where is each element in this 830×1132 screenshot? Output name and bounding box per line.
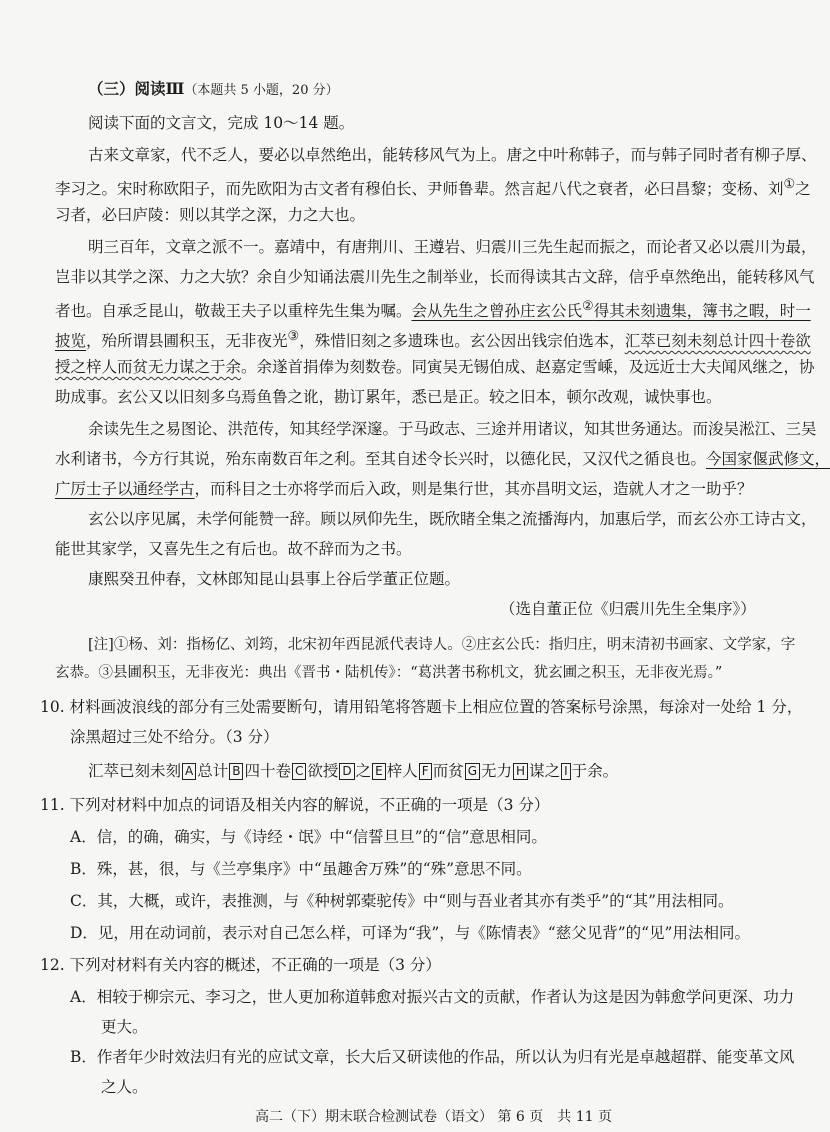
underlined-sentence-2: 今国家偃武修文， bbox=[706, 450, 830, 468]
note-marker: ① bbox=[783, 177, 796, 192]
note-line: [注]①杨、刘：指杨亿、刘筠，北宋初年西昆派代表诗人。②庄玄公氏：指归庄，明末清初书画家、文学家，字 bbox=[88, 637, 796, 653]
section-meta: （本题共 5 小题，20 分） bbox=[184, 83, 339, 98]
question-12-stem: 12. 下列对材料有关内容的概述，不正确的一项是（3 分） bbox=[40, 956, 441, 974]
passage-line: 岂非以其学之深、力之大欤？余自少知诵法震川先生之制举业，长而得读其古文辞，信乎卓然绝出，能转移风气 bbox=[55, 268, 815, 286]
question-12-option-b[interactable]: B．作者年少时效法归有光的应试文章，长大后又研读他的作品，所以认为归有光是卓越超群、能变革文风 bbox=[70, 1048, 795, 1066]
question-12-option-b-cont: 之人。 bbox=[101, 1078, 148, 1096]
break-option-b[interactable]: B bbox=[229, 763, 243, 780]
passage-line: 李习之。宋时称欧阳子，而先欧阳为古文者有穆伯长、尹师鲁辈。然言起八代之衰者，必曰昌黎；变杨、刘①之 bbox=[55, 177, 811, 199]
wavy-line-passage-end: 授之梓人而贫无力谋之于余 bbox=[55, 358, 242, 376]
passage-line: 能世其家学，又喜先生之有后也。故不辞而为之书。 bbox=[55, 540, 412, 558]
passage-line: 玄公以序见属，未学何能赞一辞。顾以夙仰先生，既欣睹全集之流播海内，加惠后学，而玄公亦工诗古文， bbox=[88, 510, 817, 528]
passage-line: 授之梓人而贫无力谋之于余。余遂首捐俸为刻数卷。同寅吴无锡伯成、赵嘉定雪嵊，及远近士大夫闻风继之，协 bbox=[55, 358, 815, 376]
underlined-sentence: 会从先生之曾孙庄玄公氏②得其未刻遗集，簿书之暇，时一 bbox=[411, 299, 811, 321]
passage-line: 古来文章家，代不乏人，要必以卓然绝出，能转移风气为上。唐之中叶称韩子，而与韩子同时者有柳子厚、 bbox=[88, 146, 817, 164]
passage-line: 披览，殆所谓县圃积玉，无非夜光③，殊惜旧刻之多遗珠也。玄公因出钱宗伯选本，汇萃已刻未刻总计四十卷欲 bbox=[55, 329, 811, 351]
passage-line: 广厉士子以通经学古，而科目之士亦将学而后入政，则是集行世，其亦昌明文运，造就人才之一助乎？ bbox=[55, 480, 753, 498]
question-10-stem: 10. 材料画波浪线的部分有三处需要断句，请用铅笔将答题卡上相应位置的答案标号涂黑，每涂对一处给 1 分， bbox=[40, 698, 803, 716]
break-option-a[interactable]: A bbox=[182, 763, 196, 780]
break-option-f[interactable]: F bbox=[419, 763, 432, 780]
question-11-option-c[interactable]: C．其，大概，或许，表推测，与《种树郭橐驼传》中“则与吾业者其亦有类乎”的“其”用法相同。 bbox=[70, 892, 734, 910]
page-footer: 高二（下）期末联合检测试卷（语文） 第 6 页 共 11 页 bbox=[255, 1109, 612, 1125]
passage-source: （选自董正位《归震川先生全集序》） bbox=[500, 600, 756, 618]
note-line: 玄恭。③县圃积玉，无非夜光：典出《晋书・陆机传》：“葛洪著书称机文，犹玄圃之积玉，无非夜光焉。” bbox=[55, 665, 723, 681]
break-option-c[interactable]: C bbox=[292, 763, 306, 780]
question-11-option-a[interactable]: A．信，的确，确实，与《诗经・氓》中“信誓旦旦”的“信”意思相同。 bbox=[70, 828, 547, 846]
question-11-stem: 11. 下列对材料中加点的词语及相关内容的解说，不正确的一项是（3 分） bbox=[40, 796, 550, 814]
underlined-sentence-end: 披览 bbox=[55, 332, 87, 351]
wavy-line-passage: 汇萃已刻未刻总计四十卷欲 bbox=[624, 332, 811, 351]
break-option-h[interactable]: H bbox=[513, 763, 528, 780]
passage-line: 助成事。玄公又以旧刻多乌焉鱼鲁之讹，勘订累年，悉已是正。较之旧本，顿尔改观，诚快事也。 bbox=[55, 388, 722, 406]
break-option-d[interactable]: D bbox=[339, 763, 354, 780]
question-11-option-d[interactable]: D．见，用在动词前，表示对自己怎么样，可译为“我”，与《陈情表》“慈父见背”的“见”用法相同。 bbox=[70, 924, 750, 942]
underlined-sentence-2-end: 广厉士子以通经学古 bbox=[55, 480, 195, 498]
section-title: （三）阅读Ⅲ bbox=[88, 79, 185, 98]
passage-line: 习者，必曰庐陵：则以其学之深，力之大也。 bbox=[55, 206, 366, 224]
break-option-e[interactable]: E bbox=[372, 763, 386, 780]
question-12-option-a[interactable]: A．相较于柳宗元、李习之，世人更加称道韩愈对振兴古文的贡献，作者认为这是因为韩愈学问更深、功力 bbox=[70, 988, 795, 1006]
break-option-i[interactable]: I bbox=[561, 763, 571, 780]
passage-line: 明三百年，文章之派不一。嘉靖中，有唐荆川、王遵岩、归震川三先生起而振之，而论者又必以震川为最， bbox=[88, 238, 817, 256]
passage-line: 者也。自承乏昆山，敬裁王夫子以重梓先生集为嘱。会从先生之曾孙庄玄公氏②得其未刻遗集，簿书之暇，时一 bbox=[55, 299, 811, 321]
question-11-option-b[interactable]: B．殊，甚，很，与《兰亭集序》中“虽趣舍万殊”的“殊”意思不同。 bbox=[70, 860, 532, 878]
passage-line: 余读先生之易图论、洪范传，知其经学深邃。于马政志、三途并用诸议，知其世务通达。而浚吴淞江、三吴 bbox=[88, 420, 817, 438]
section-heading bbox=[88, 78, 339, 102]
passage-signature: 康熙癸丑仲春，文林郎知昆山县事上谷后学董正位题。 bbox=[88, 570, 461, 588]
break-option-g[interactable]: G bbox=[465, 763, 480, 780]
passage-line: 水利诸书，今方行其说，殆东南数百年之利。至其自述令长兴时，以德化民，又汉代之循良也。今国家偃武修文， bbox=[55, 450, 830, 468]
question-10-sentence: 汇萃已刻未刻 A 总计 B 四十卷 C 欲授 D 之 E 梓人 F 而贫 G 无力 H 谋之 I 于余。 bbox=[88, 762, 619, 780]
question-10-stem-cont: 涂黑超过三处不给分。（3 分） bbox=[70, 728, 279, 746]
instruction: 阅读下面的文言文，完成 10～14 题。 bbox=[88, 114, 355, 132]
question-12-option-a-cont: 更大。 bbox=[101, 1018, 148, 1036]
